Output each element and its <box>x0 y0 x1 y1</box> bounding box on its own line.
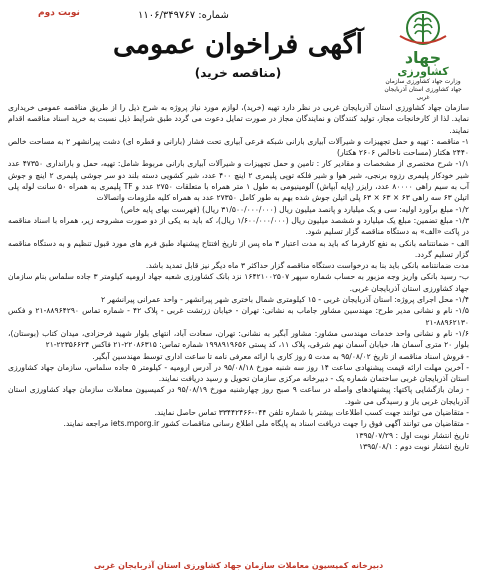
wheat-emblem-icon <box>396 6 450 46</box>
paragraph-tender: ۱- مناقصه : تهیه و حمل تجهیزات و شیرآلات آبیاری بارانی شبکه فرعی آبیاری تحت فشار (بارانی و قطره ای) دشت پیرانشهر ۲ به مساحت خالص ۲۴۴۰ هکتار (مساحت ناخالص ۲۶۰۶ هکتار) <box>8 136 470 158</box>
paragraph-deadline: - آخرین مهلت ارائه قیمت پیشنهادی ساعت ۱۴ روز سه شنبه مورخ ۹۵/۰۸/۱۸ در آدرس ارومیه - کیلومتر ۵ جاده سلماس، سازمان جهاد کشاورزی استان آذربایجان غربی ساختمان شماره یک - دبیرخانه مرکزی سازمان تحویل و رسید دریافت نمایند. <box>8 362 469 384</box>
paragraph-consultant: ۱/۶- نام و نشانی واحد خدمات مهندسی مشاور: مشاور آبگیر به نشانی: تهران، سعادت آباد، انتهای بلوار شهید فرحزادی، میدان کتاب (بوستان)، بلوار ۲۰ متری آسمان ها، خیابان آسمان نهم شرقی، پلاک ۱۱، کد پستی ۱۹۹۸۹۱۹۶۵۶ شماره تماس: ۲۲۰۸۶۳۱۵-۲۱ فاکس ۲۲۳۵۶۶۲۴-۲۱ <box>8 328 469 350</box>
paragraph-bank-receipt: ب- رسید بانکی واریز وجه مزبور به حساب شماره سپهر ۱۶۴۲۱۰۰۲۵۰۷ نزد بانک کشاورزی شعبه جهاد ارومیه کیلومتر ۳ جاده سلماس بنام سازمان جهاد کشاورزی استان آذربایجان غربی. <box>8 272 469 293</box>
paragraph-project-manager: ۱/۵- نام و نشانی مدیر طرح: مهندسین مشاور جاماب به نشانی: تهران - خیابان زرتشت غربی - پلاک ۴۲ - شماره تماس ۸۸۹۶۴۲۹۰-۲۱ و فکس ۸۸۹۶۲۱۳۰-۲۱ <box>8 306 470 327</box>
logo-name: جهاد <box>404 48 442 67</box>
registration-number: شماره: ۱۱۰۶/۳۴۹۷۶۷ <box>138 10 229 21</box>
paragraph-intro: سازمان جهاد کشاورزی استان آذربایجان غربی در نظر دارد تهیه (خرید)، لوازم مورد نیاز پروژه به شرح ذیل را از طریق مناقصه عمومی خریداری نماید. لذا از کارخانجات مجاز، تولید کنندگان و نمایندگان مجاز در صورت تمایل دعوت می گردد طبق شرایط ذیل نسبت به خرید اسناد مناقصه اقدام نمایند. <box>8 103 469 135</box>
paragraph-website: - متقاضیان می توانند آگهی فوق را جهت دریافت اسناد به پایگاه ملی اطلاع رسانی مناقصات کشور iets.mporg.ir مراجعه نمایند. <box>63 419 469 429</box>
footer-signature: دبیرخانه کمیسیون معاملات سازمان جهاد کشاورزی استان آذربایجان غربی <box>93 561 384 570</box>
page-title: آگهی فراخوان عمومی <box>112 29 363 60</box>
logo-subtitle: وزارت جهاد کشاورزی سازمان جهاد کشاورزی استان آذربایجان غربی <box>384 78 462 101</box>
notice-number: نوبت دوم <box>38 8 80 18</box>
second-publication-date: تاریخ انتشار نوبت دوم : ۱۳۹۵/۰۸/۱ <box>358 441 469 451</box>
paragraph-document-sale: - فروش اسناد مناقصه از تاریخ ۹۵/۰۸/۰۲ به مدت ۵ روز کاری با ارائه معرفی نامه تا ساعت اداری توسط مهندسین آبگیر. <box>92 351 469 361</box>
paragraph-opening: - زمان بازگشایی پاکتها: پیشنهادهای واصله در ساعت ۹ صبح روز چهارشنبه مورخ ۹۵/۰۸/۱۹ در کمیسیون معاملات سازمان جهاد کشاورزی استان آذربایجان غربی باز و رسیدگی می شود. <box>8 385 470 406</box>
organization-logo <box>381 6 465 102</box>
paragraph-specs: ۱/۱- شرح مختصری از مشخصات و مقادیر کار : تامین و حمل تجهیزات و شیرآلات آبیاری بارانی مربوط شامل: تهیه، حمل و بارانداری ۴۷۳۵۰ عدد شیر خودکار پلیمری رزوه برنجی، شیر هوا و شیر فلکه توپی پلیمری ۲ اینچ ۴۰۰ عدد، شیر کشویی دسته بلند دو سر جوشی پلیمری ۲ اینچ و جوش آب به سیم راهی ۸۰۰۰۰ عدد، رایزر (پایه آبپاش) آلومینیومی به طول ۱ متر همراه با متعلقات ۲۷۵۰ عدد و TF پلیمری به همراه ۵۰ سانت لوله پلی اتیلن ۶۳ سه راهی ۶۳ × ۶۳ × ۶۳ پلی اتیلن جوش شده بهم به طور کامل ۲۷۳۵۰ عدد به همراه کلیه ملزومات واتصالات <box>8 159 470 203</box>
page-subtitle: (مناقصه خرید) <box>194 66 282 80</box>
header <box>8 4 469 100</box>
paragraph-project-location: ۱/۴- محل اجرای پروژه: استان آذربایجان غربی - ۱۵ کیلومتری شمال باختری شهر پیرانشهر - واحد عمرانی پیرانشهر ۲ <box>100 295 469 305</box>
logo-name-2: کشاورزی <box>397 65 449 78</box>
paragraph-bank-guarantee: الف - ضمانتنامه بانکی به نفع کارفرما که باید به مدت اعتبار ۳ ماه پس از تاریخ افتتاح پیشنهاد طبق فرم های مورد قبول تنظیم و به دستگاه مناقصه گزار تسلیم گردد. <box>8 238 469 259</box>
paragraph-guarantee-term: مدت ضمانتنامه بانکی باید بنا به درخواست دستگاه مناقصه گزار حداکثر ۳ ماه دیگر نیز قابل تمدید باشد. <box>145 261 469 271</box>
announcement-body <box>8 102 469 452</box>
paragraph-estimate: ۱/۲- مبلغ برآورد اولیه: سی و یک میلیارد و پانصد میلیون ریال (۳۱/۵۰۰/۰۰۰/۰۰۰ ریال) (فهرست بهای پایه خاص) <box>120 204 469 214</box>
paragraph-contact: - متقاضیان می توانند جهت کسب اطلاعات بیشتر با شماره تلفن ۰۴۴-۳۳۴۴۲۴۶۶ تماس حاصل نمایند. <box>154 408 469 418</box>
paragraph-guarantee: ۱/۳- مبلغ تضمین: مبلغ یک میلیارد و ششصد میلیون ریال (۱/۶۰۰/۰۰۰/۰۰۰ ریال)، که باید به یکی از دو صورت مشروحه زیر، همراه با اسناد مناقصه در پاکت «الف» به دستگاه مناقصه گزار تسلیم شود. <box>8 215 469 237</box>
first-publication-date: تاریخ انتشار نوبت اول : ۱۳۹۵/۰۷/۲۹ <box>355 430 469 440</box>
